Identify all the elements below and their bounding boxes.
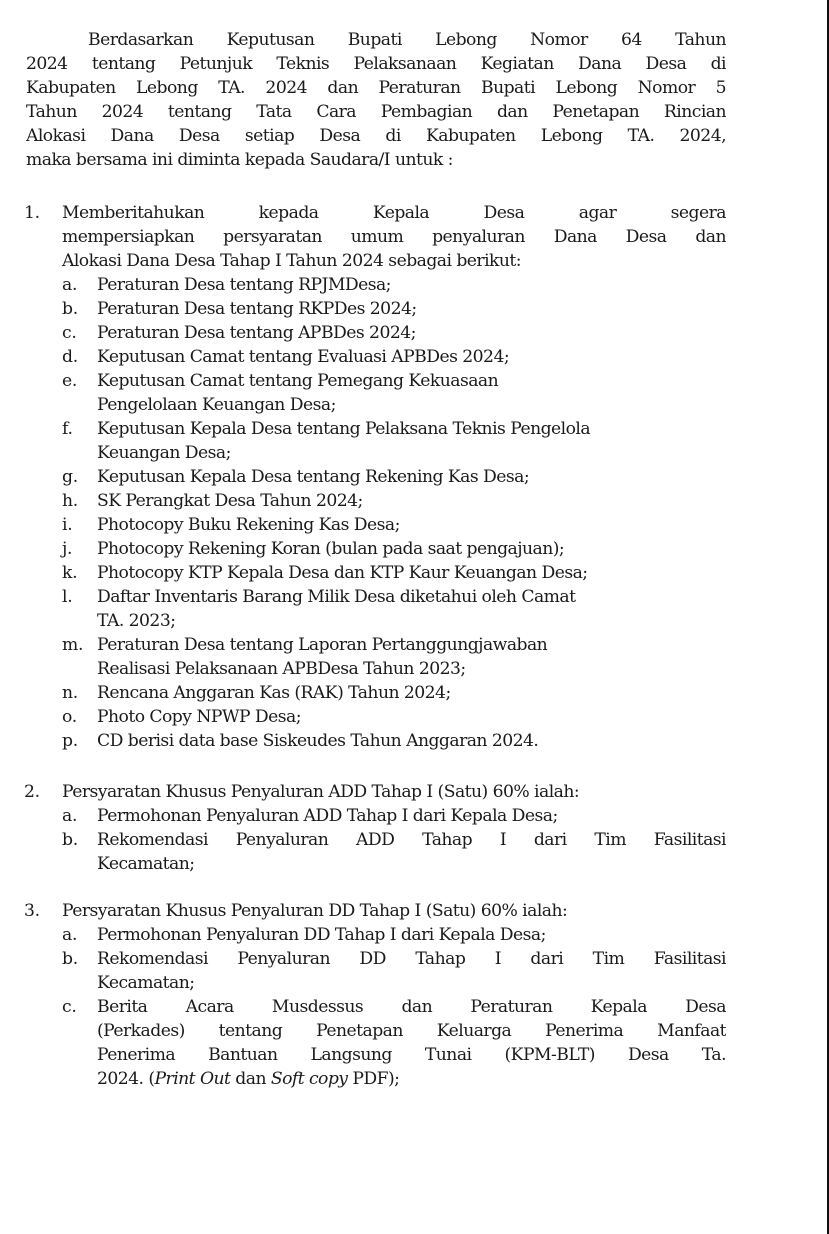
item-letter: l. (62, 587, 73, 607)
item-text: Peraturan Desa tentang Laporan Pertanggungjawaban (97, 635, 548, 655)
intro-line: Tahun 2024 tentang Tata Cara Pembagian dan Penetapan Rincian (26, 102, 726, 122)
item-letter: i. (62, 515, 73, 535)
item-text: Berita Acara Musdessus dan Peraturan Kepala Desa (97, 997, 726, 1017)
item-text: Keputusan Kepala Desa tentang Rekening Kas Desa; (97, 467, 530, 487)
section-line: Alokasi Dana Desa Tahap I Tahun 2024 sebagai berikut: (62, 251, 522, 271)
item-letter: e. (62, 371, 78, 391)
item-text: Photocopy Rekening Koran (bulan pada saat pengajuan); (97, 539, 565, 559)
intro-line: Berdasarkan Keputusan Bupati Lebong Nomor 64 Tahun (88, 30, 726, 50)
item-text: Penerima Bantuan Langsung Tunai (KPM-BLT) Desa Ta. (97, 1045, 726, 1065)
item-letter: p. (62, 731, 78, 751)
item-letter: a. (62, 806, 78, 826)
item-text: Peraturan Desa tentang RKPDes 2024; (97, 299, 417, 319)
item-text: SK Perangkat Desa Tahun 2024; (97, 491, 363, 511)
item-text: Daftar Inventaris Barang Milik Desa diketahui oleh Camat (97, 587, 576, 607)
section-line: Memberitahukan kepada Kepala Desa agar segera (62, 203, 726, 223)
item-letter: c. (62, 997, 77, 1017)
item-text: Photocopy KTP Kepala Desa dan KTP Kaur Keuangan Desa; (97, 563, 588, 583)
item-text: Photocopy Buku Rekening Kas Desa; (97, 515, 400, 535)
intro-line: maka bersama ini diminta kepada Saudara/I untuk : (26, 150, 453, 170)
item-text: Permohonan Penyaluran ADD Tahap I dari Kepala Desa; (97, 806, 558, 826)
italic-print-out: Print Out (154, 1069, 231, 1089)
item-text: Peraturan Desa tentang APBDes 2024; (97, 323, 416, 343)
item-text: TA. 2023; (97, 611, 176, 631)
item-letter: c. (62, 323, 77, 343)
item-text: Pengelolaan Keuangan Desa; (97, 395, 336, 415)
item-letter: g. (62, 467, 78, 487)
item-text: Keuangan Desa; (97, 443, 231, 463)
item-letter: a. (62, 275, 78, 295)
section-line: Persyaratan Khusus Penyaluran DD Tahap I (Satu) 60% ialah: (62, 901, 568, 921)
item-letter: d. (62, 347, 78, 367)
item-text: Kecamatan; (97, 854, 195, 874)
last-line-suffix: PDF); (347, 1069, 400, 1089)
item-text: CD berisi data base Siskeudes Tahun Anggaran 2024. (97, 731, 539, 751)
italic-soft-copy: Soft copy (270, 1069, 348, 1089)
item-text: Rekomendasi Penyaluran ADD Tahap I dari Tim Fasilitasi (97, 830, 726, 850)
intro-line: 2024 tentang Petunjuk Teknis Pelaksanaan Kegiatan Dana Desa di (26, 54, 726, 74)
item-text: Rekomendasi Penyaluran DD Tahap I dari Tim Fasilitasi (97, 949, 726, 969)
item-text: Realisasi Pelaksanaan APBDesa Tahun 2023; (97, 659, 466, 679)
section-line: mempersiapkan persyaratan umum penyaluran Dana Desa dan (62, 227, 726, 247)
section-number: 1. (24, 203, 40, 223)
section-line: Persyaratan Khusus Penyaluran ADD Tahap I (Satu) 60% ialah: (62, 782, 580, 802)
item-letter: b. (62, 299, 78, 319)
item-text-last-line (97, 1067, 399, 1091)
item-letter: n. (62, 683, 78, 703)
item-text: (Perkades) tentang Penetapan Keluarga Penerima Manfaat (97, 1021, 726, 1041)
last-line-prefix: 2024. ( (97, 1069, 155, 1089)
last-line-middle: dan (230, 1069, 271, 1089)
item-letter: k. (62, 563, 78, 583)
item-text: Keputusan Camat tentang Pemegang Kekuasaan (97, 371, 499, 391)
item-text: Photo Copy NPWP Desa; (97, 707, 301, 727)
item-text: Rencana Anggaran Kas (RAK) Tahun 2024; (97, 683, 451, 703)
item-text: Keputusan Camat tentang Evaluasi APBDes 2024; (97, 347, 510, 367)
item-letter: j. (62, 539, 73, 559)
item-letter: a. (62, 925, 78, 945)
item-text: Permohonan Penyaluran DD Tahap I dari Kepala Desa; (97, 925, 546, 945)
item-letter: m. (62, 635, 84, 655)
item-letter: b. (62, 949, 78, 969)
item-letter: b. (62, 830, 78, 850)
item-letter: h. (62, 491, 78, 511)
section-number: 3. (24, 901, 40, 921)
item-letter: o. (62, 707, 77, 727)
item-text: Peraturan Desa tentang RPJMDesa; (97, 275, 391, 295)
item-text: Keputusan Kepala Desa tentang Pelaksana Teknis Pengelola (97, 419, 591, 439)
intro-line: Alokasi Dana Desa setiap Desa di Kabupaten Lebong TA. 2024, (26, 126, 726, 146)
intro-line: Kabupaten Lebong TA. 2024 dan Peraturan Bupati Lebong Nomor 5 (26, 78, 726, 98)
item-text: Kecamatan; (97, 973, 195, 993)
section-number: 2. (24, 782, 40, 802)
item-letter: f. (62, 419, 73, 439)
